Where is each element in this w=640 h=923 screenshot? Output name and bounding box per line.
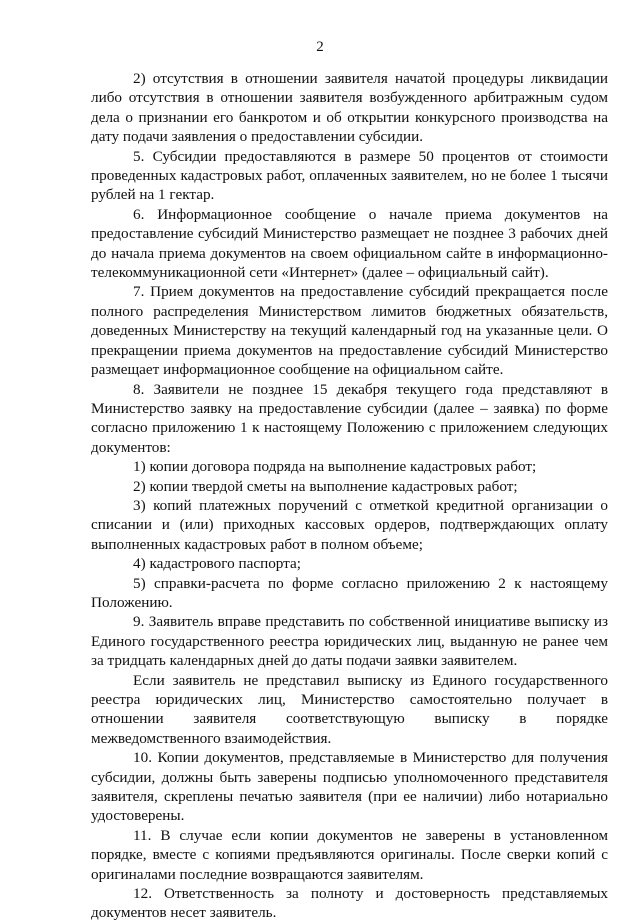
list-item-contract-copies: 1) копии договора подряда на выполнение кадастровых работ;	[133, 458, 537, 476]
list-item-cadastral-passport: 4) кадастрового паспорта;	[133, 555, 301, 573]
document-body	[91, 69, 608, 923]
paragraph-10-document-certification: 10. Копии документов, представляемые в Министерство для получения субсидии, должны быть заверены подписью уполномоченного представителя заявителя, скреплены печатью заявителя (при ее наличии) либо нотариально удостоверены.	[91, 749, 608, 825]
paragraph-7-termination: 7. Прием документов на предоставление субсидий прекращается после полного распределения Министерством лимитов бюджетных обязательств, доведенных Министерству на текущий календарный год на указанные цели. О прекращении приема документов на предоставление субсидий Министерство размещает информационное сообщение на официальном сайте.	[91, 283, 608, 379]
paragraph-8-application: 8. Заявители не позднее 15 декабря текущего года представляют в Министерство заявку на предоставление субсидии (далее – заявка) по форме согласно приложению 1 к настоящему Положению с приложением следующих документов:	[91, 380, 608, 456]
paragraph-clause-2-liquidation: 2) отсутствия в отношении заявителя начатой процедуры ликвидации либо отсутствия в отношении заявителя возбужденного арбитражным судом дела о признании его банкротом и об открытии конкурсного производства на дату подачи заявления о предоставлении субсидии.	[91, 70, 608, 146]
page-number: 2	[316, 39, 324, 55]
list-item-calculation-certificate: 5) справки-расчета по форме согласно приложению 2 к настоящему Положению.	[91, 574, 608, 611]
paragraph-12-responsibility: 12. Ответственность за полноту и достоверность представляемых документов несет заявитель.	[91, 885, 608, 922]
paragraph-11-originals: 11. В случае если копии документов не заверены в установленном порядке, вместе с копиями предъявляются оригиналы. После сверки копий с оригиналами последние возвращаются заявителям.	[91, 826, 608, 883]
paragraph-9-registry-extract: 9. Заявитель вправе представить по собственной инициативе выписку из Единого государственного реестра юридических лиц, выданную не ранее чем за тридцать календарных дней до даты подачи заявки заявителем.	[91, 613, 608, 670]
paragraph-5-subsidy-amount: 5. Субсидии предоставляются в размере 50 процентов от стоимости проведенных кадастровых работ, оплаченных заявителем, но не более 1 тысячи рублей на 1 гектар.	[91, 147, 608, 204]
list-item-payment-orders: 3) копий платежных поручений с отметкой кредитной организации о списании и (или) приходных кассовых ордеров, подтверждающих оплату выполненных кадастровых работ в полном объеме;	[91, 496, 608, 553]
paragraph-6-information-notice: 6. Информационное сообщение о начале приема документов на предоставление субсидий Министерство размещает не позднее 3 рабочих дней до начала приема документов на своем официальном сайте в информационно-телекоммуникационной сети «Интернет» (далее – официальный сайт).	[91, 205, 608, 282]
paragraph-registry-extract-ministry: Если заявитель не представил выписку из Единого государственного реестра юридических лиц, Министерство самостоятельно получает в отношении заявителя соответствующую выписку в порядке межведомственного взаимодействия.	[91, 671, 608, 747]
list-item-estimate-copies: 2) копии твердой сметы на выполнение кадастровых работ;	[133, 477, 518, 495]
